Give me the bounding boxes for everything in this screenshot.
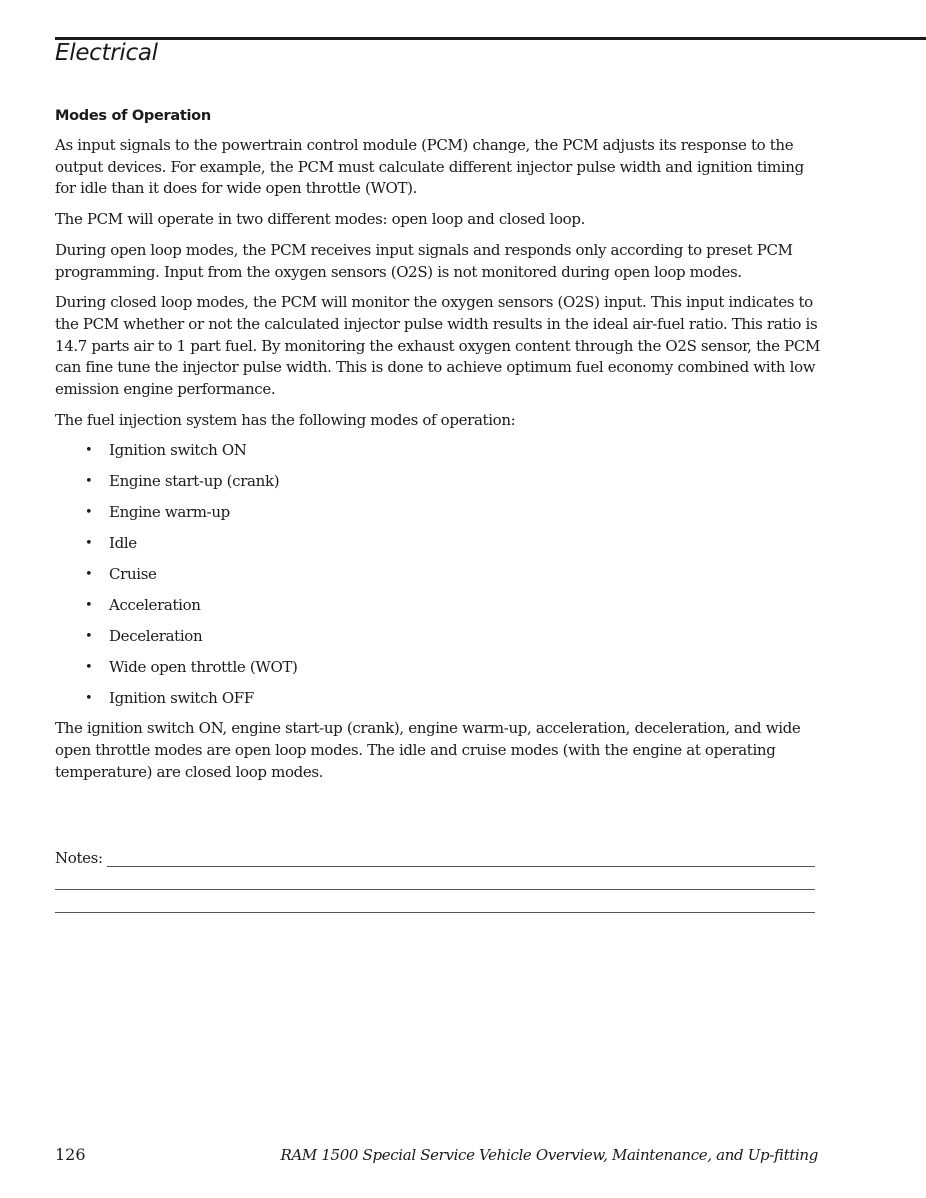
list-item-label: Wide open throttle (WOT) — [109, 657, 298, 676]
bullet-icon: • — [85, 474, 93, 490]
paragraph-closing: The ignition switch ON, engine start-up (crank), engine warm-up, acceleration, deceleration, and wide open throttle modes are open loop modes. The idle and cruise modes (with the engine at operating temperature) are closed loop modes. — [55, 719, 801, 781]
bullet-icon: • — [85, 505, 93, 521]
list-item-label: Idle — [109, 534, 137, 553]
list-item — [55, 502, 823, 523]
list-item-label: Engine warm-up — [109, 503, 230, 522]
list-item — [55, 657, 823, 678]
list-item — [55, 688, 823, 709]
section-heading: Modes of Operation — [55, 108, 211, 124]
list-item — [55, 440, 823, 461]
bullet-icon: • — [85, 597, 93, 613]
notes-line[interactable] — [55, 912, 815, 913]
page-number: 126 — [55, 1145, 86, 1164]
paragraph-closed-loop: During closed loop modes, the PCM will monitor the oxygen sensors (O2S) input. This input indicates to the PCM whether or not the calculated injector pulse width results in the ideal air-fuel ratio. This ratio is 14.7 parts air to 1 part fuel. By monitoring the exhaust oxygen content through the O2S sensor, the PCM can fine tune the injector pulse width. This is done to achieve optimum fuel economy combined with low emission engine performance. — [55, 293, 820, 399]
bullet-icon: • — [85, 443, 93, 459]
notes-row — [55, 846, 815, 869]
list-item-label: Acceleration — [109, 595, 201, 614]
bullet-icon: • — [85, 690, 93, 706]
bullet-icon: • — [85, 659, 93, 675]
main-content — [55, 106, 823, 793]
document-title: RAM 1500 Special Service Vehicle Overview, Maintenance, and Up-fitting — [280, 1146, 818, 1164]
bullet-icon: • — [85, 628, 93, 644]
list-item-label: Engine start-up (crank) — [109, 472, 280, 491]
modes-list — [55, 440, 823, 708]
list-item — [55, 564, 823, 585]
list-item-label: Cruise — [109, 565, 157, 583]
list-item-label: Ignition switch OFF — [109, 688, 254, 707]
notes-section — [55, 846, 815, 915]
notes-row — [55, 869, 815, 892]
list-item — [55, 626, 823, 647]
list-item — [55, 471, 823, 492]
notes-line[interactable] — [55, 889, 815, 890]
paragraph-intro: As input signals to the powertrain control module (PCM) change, the PCM adjusts its response to the output devices. For example, the PCM must calculate different injector pulse width and ignition timing for idle than it does for wide open throttle (WOT). — [55, 136, 804, 198]
paragraph-list-intro: The fuel injection system has the following modes of operation: — [55, 410, 516, 429]
notes-label: Notes: — [55, 849, 103, 867]
paragraph-open-loop: During open loop modes, the PCM receives input signals and responds only according to preset PCM programming. Input from the oxygen sensors (O2S) is not monitored during open loop modes. — [55, 240, 793, 281]
list-item — [55, 533, 823, 554]
header-rule — [55, 37, 926, 40]
paragraph-modes-summary: The PCM will operate in two different modes: open loop and closed loop. — [55, 210, 586, 229]
list-item-label: Ignition switch ON — [109, 441, 247, 460]
notes-line[interactable] — [107, 866, 815, 867]
bullet-icon: • — [85, 536, 93, 552]
notes-row — [55, 892, 815, 915]
list-item-label: Deceleration — [109, 626, 203, 645]
bullet-icon: • — [85, 567, 93, 582]
list-item — [55, 595, 823, 616]
section-title: Electrical — [55, 40, 158, 66]
